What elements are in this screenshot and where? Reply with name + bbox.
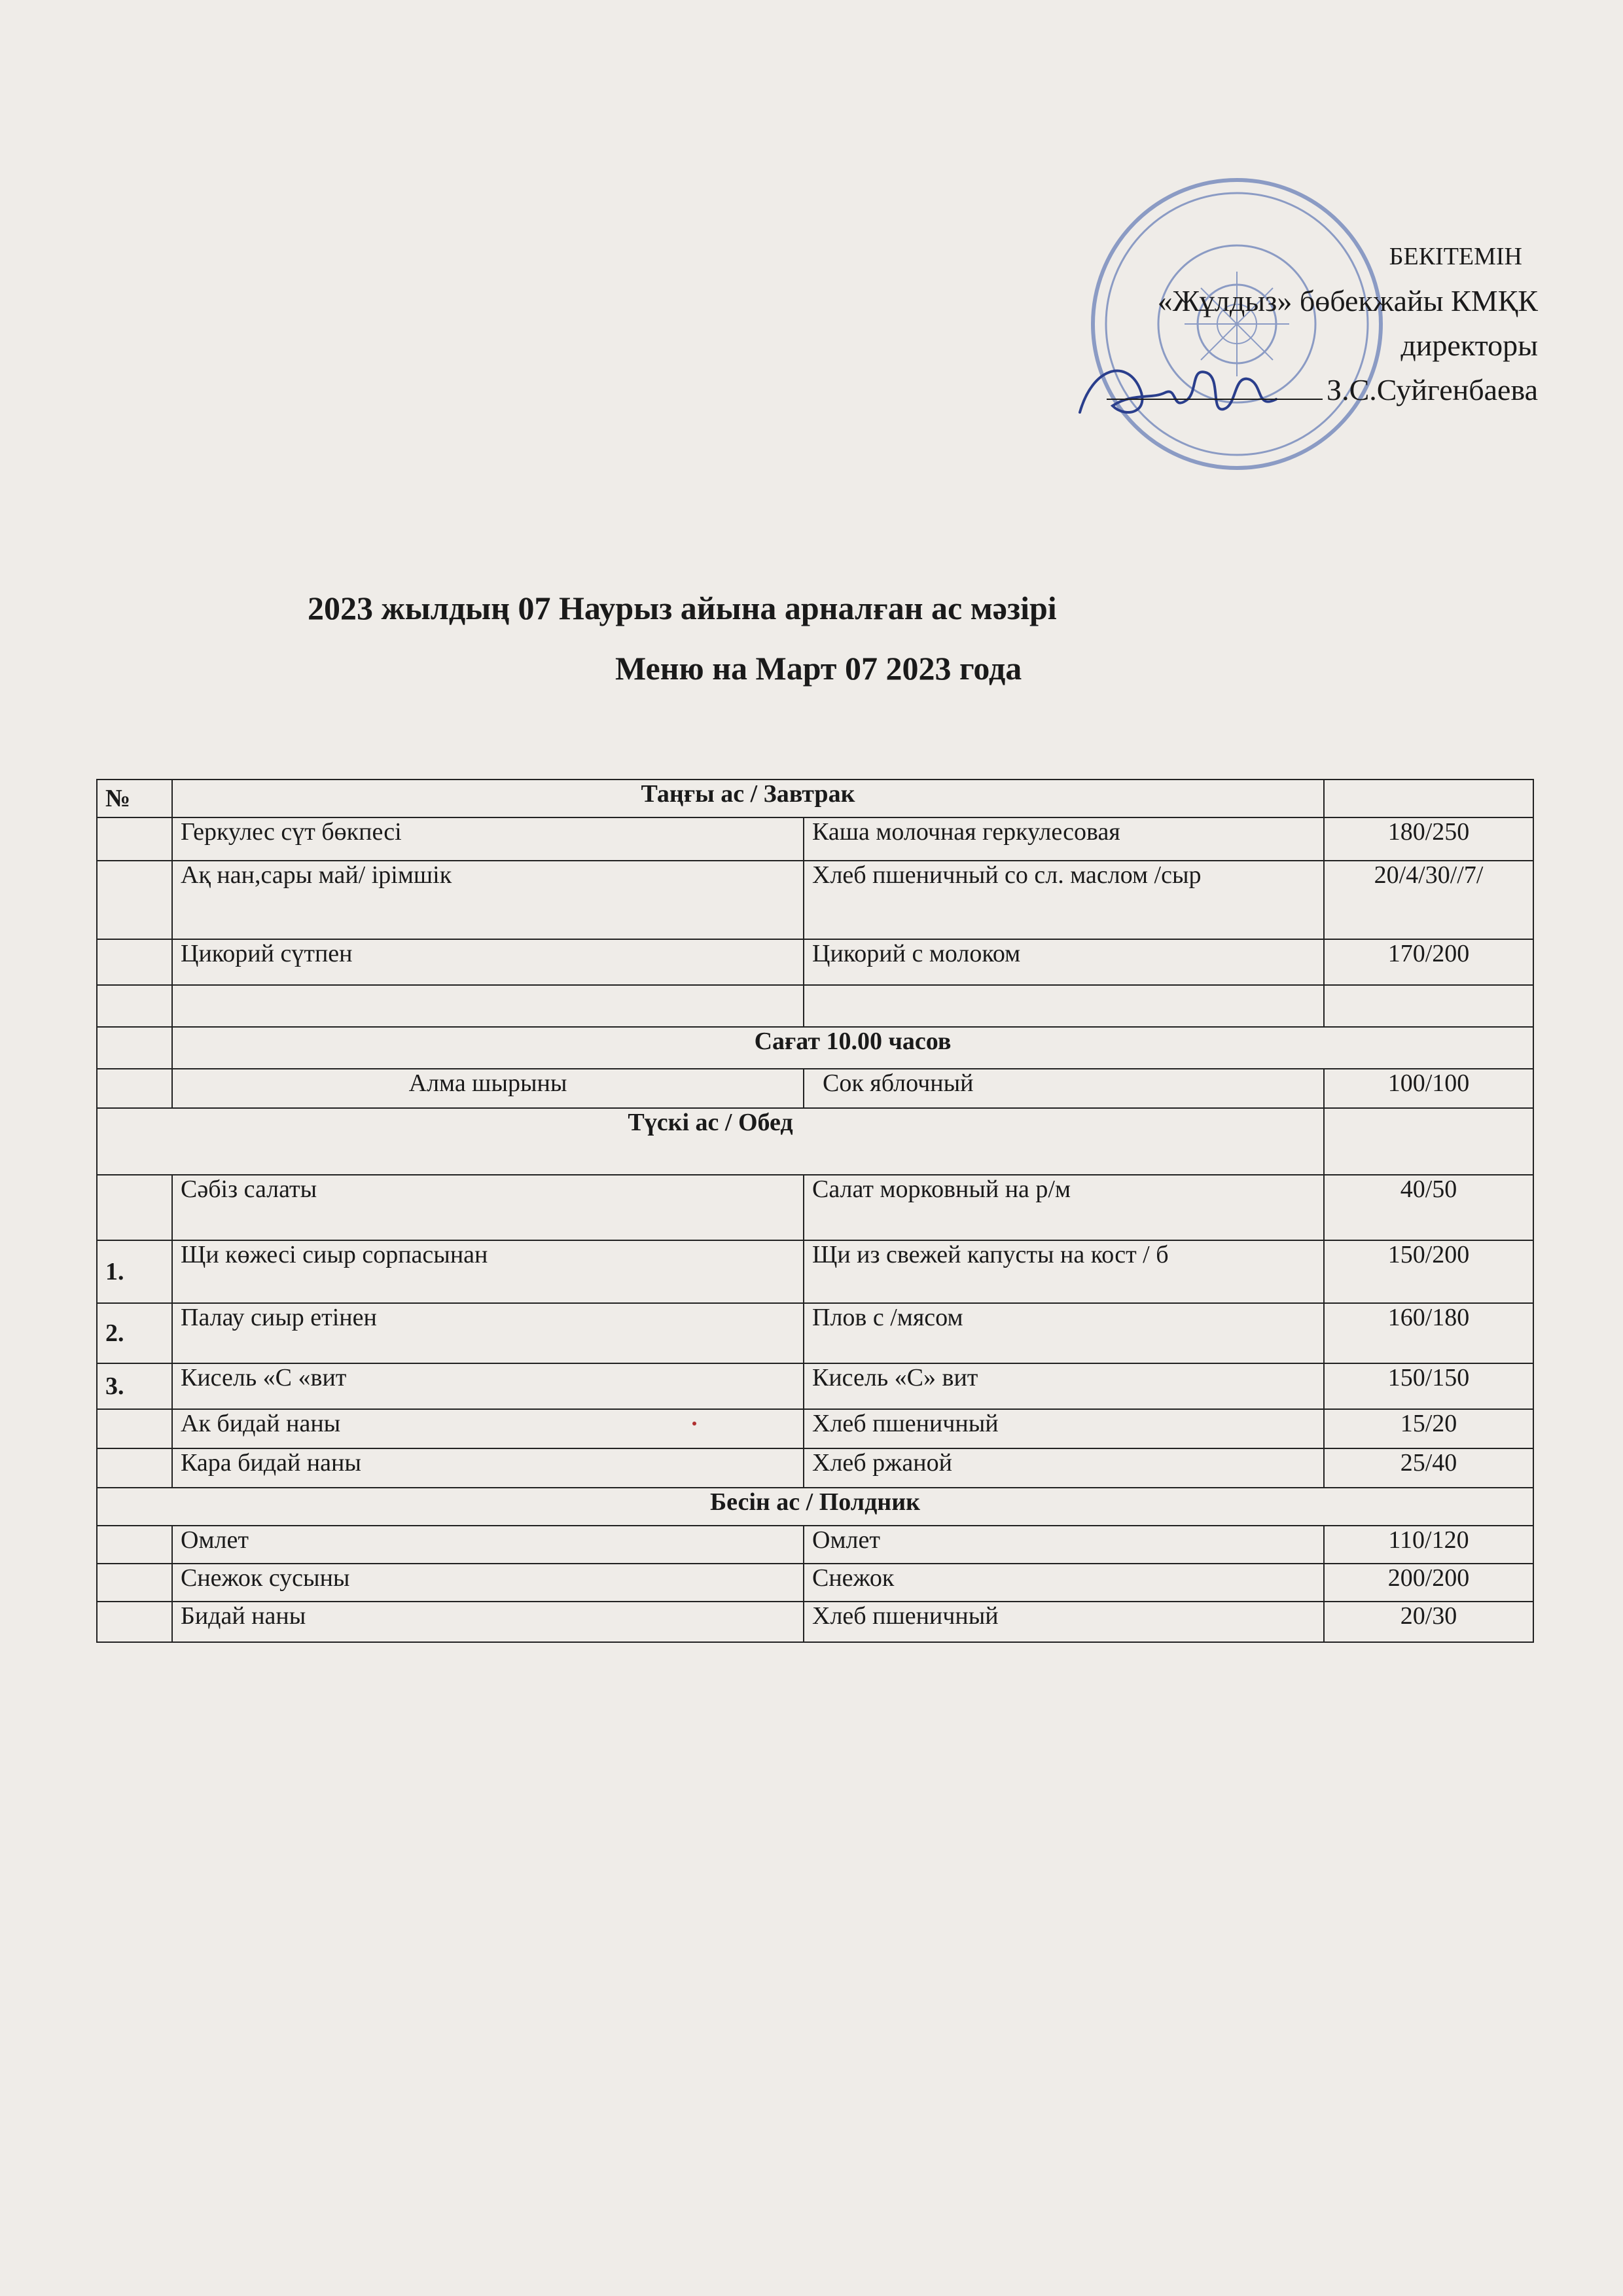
cell-dish-kazakh xyxy=(172,985,804,1027)
menu-table-body xyxy=(97,780,1533,1642)
header-lunch: Түскі ас / Обед xyxy=(97,1108,1324,1175)
cell-dish-kazakh: Палау сиыр етінен xyxy=(172,1303,804,1363)
snack-portion: 100/100 xyxy=(1324,1069,1533,1108)
cell-portion: 150/200 xyxy=(1324,1240,1533,1303)
snack-dish-kazakh: Алма шырыны xyxy=(172,1069,804,1108)
cell-number xyxy=(97,1564,172,1602)
cell-number xyxy=(97,1175,172,1240)
spacer-cell xyxy=(97,1027,172,1069)
cell-dish-russian: Хлеб пшеничный xyxy=(804,1602,1324,1642)
cell-portion: 160/180 xyxy=(1324,1303,1533,1363)
cell-dish-russian: Салат морковный на р/м xyxy=(804,1175,1324,1240)
cell-dish-kazakh: Щи көжесі сиыр сорпасынан xyxy=(172,1240,804,1303)
afternoon-header-row xyxy=(97,1488,1533,1526)
cell-dish-russian xyxy=(804,985,1324,1027)
snack-row xyxy=(97,1069,1533,1108)
director-name: З.С.Суйгенбаева xyxy=(1327,373,1538,406)
director-line xyxy=(818,368,1538,412)
cell-portion: 170/200 xyxy=(1324,939,1533,985)
menu-item-row xyxy=(97,1409,1533,1448)
menu-item-row xyxy=(97,985,1533,1027)
header-snack: Сағат 10.00 часов xyxy=(172,1027,1533,1069)
menu-item-row xyxy=(97,1526,1533,1564)
cell-dish-kazakh: Ак бидай наны xyxy=(172,1409,804,1448)
snack-header-row xyxy=(97,1027,1533,1069)
menu-item-row xyxy=(97,1448,1533,1488)
menu-item-row xyxy=(97,1564,1533,1602)
cell-dish-kazakh: Кара бидай наны xyxy=(172,1448,804,1488)
menu-item-row xyxy=(97,939,1533,985)
cell-portion: 20/30 xyxy=(1324,1602,1533,1642)
header-afternoon: Бесін ас / Полдник xyxy=(97,1488,1533,1526)
cell-dish-kazakh: Геркулес сүт бөкпесі xyxy=(172,817,804,861)
director-title: директоры xyxy=(1400,329,1538,362)
cell-dish-russian: Хлеб пшеничный со сл. маслом /сыр xyxy=(804,861,1324,939)
menu-item-row xyxy=(97,1303,1533,1363)
breakfast-header-row xyxy=(97,780,1533,817)
menu-item-row xyxy=(97,861,1533,939)
cell-dish-kazakh: Ақ нан,сары май/ ірімшік xyxy=(172,861,804,939)
header-number: № xyxy=(97,780,172,817)
cell-dish-russian: Омлет xyxy=(804,1526,1324,1564)
menu-item-row xyxy=(97,1602,1533,1642)
cell-number: 2. xyxy=(97,1303,172,1363)
cell-number xyxy=(97,939,172,985)
cell-dish-kazakh: Омлет xyxy=(172,1526,804,1564)
cell-dish-russian: Снежок xyxy=(804,1564,1324,1602)
cell-number xyxy=(97,1526,172,1564)
cell-dish-kazakh: Бидай наны xyxy=(172,1602,804,1642)
approval-label: БЕКІТЕМІН xyxy=(1389,243,1522,270)
cell-dish-kazakh: Сәбіз салаты xyxy=(172,1175,804,1240)
menu-item-row xyxy=(97,1240,1533,1303)
cell-dish-russian: Хлеб ржаной xyxy=(804,1448,1324,1488)
cell-dish-russian: Плов с /мясом xyxy=(804,1303,1324,1363)
signature-line xyxy=(1107,375,1323,400)
cell-portion: 25/40 xyxy=(1324,1448,1533,1488)
spacer-cell xyxy=(97,1069,172,1108)
cell-dish-russian: Щи из свежей капусты на кост / б xyxy=(804,1240,1324,1303)
cell-dish-russian: Цикорий с молоком xyxy=(804,939,1324,985)
menu-item-row xyxy=(97,817,1533,861)
menu-item-row xyxy=(97,1175,1533,1240)
cell-number xyxy=(97,817,172,861)
cell-number xyxy=(97,985,172,1027)
cell-number: 3. xyxy=(97,1363,172,1409)
cell-number xyxy=(97,1409,172,1448)
cell-dish-kazakh: Цикорий сүтпен xyxy=(172,939,804,985)
snack-dish-russian: Сок яблочный xyxy=(804,1069,1324,1108)
cell-portion: 15/20 xyxy=(1324,1409,1533,1448)
cell-portion xyxy=(1324,985,1533,1027)
header-breakfast: Таңғы ас / Завтрак xyxy=(172,780,1324,817)
title-kazakh: 2023 жылдың 07 Наурыз айына арналған ас мәзірі xyxy=(308,590,1057,626)
cell-number: 1. xyxy=(97,1240,172,1303)
cell-dish-kazakh: Кисель «С «вит xyxy=(172,1363,804,1409)
cell-dish-kazakh: Снежок сусыны xyxy=(172,1564,804,1602)
cell-dish-russian: Каша молочная геркулесовая xyxy=(804,817,1324,861)
header-empty xyxy=(1324,780,1533,817)
cell-number xyxy=(97,1602,172,1642)
cell-portion: 40/50 xyxy=(1324,1175,1533,1240)
cell-portion: 20/4/30//7/ xyxy=(1324,861,1533,939)
cell-portion: 110/120 xyxy=(1324,1526,1533,1564)
cell-dish-russian: Кисель «С» вит xyxy=(804,1363,1324,1409)
lunch-header-row xyxy=(97,1108,1533,1175)
cell-number xyxy=(97,1448,172,1488)
cell-portion: 180/250 xyxy=(1324,817,1533,861)
title-russian: Меню на Март 07 2023 года xyxy=(615,650,1022,687)
header-empty xyxy=(1324,1108,1533,1175)
menu-item-row xyxy=(97,1363,1533,1409)
menu-table xyxy=(96,779,1534,1643)
cell-number xyxy=(97,861,172,939)
organization-name: «Жұлдыз» бөбекжайы КМҚК xyxy=(1157,284,1538,317)
cell-portion: 200/200 xyxy=(1324,1564,1533,1602)
cell-dish-russian: Хлеб пшеничный xyxy=(804,1409,1324,1448)
cell-portion: 150/150 xyxy=(1324,1363,1533,1409)
approval-block xyxy=(818,232,1538,412)
ink-dot xyxy=(692,1422,696,1426)
